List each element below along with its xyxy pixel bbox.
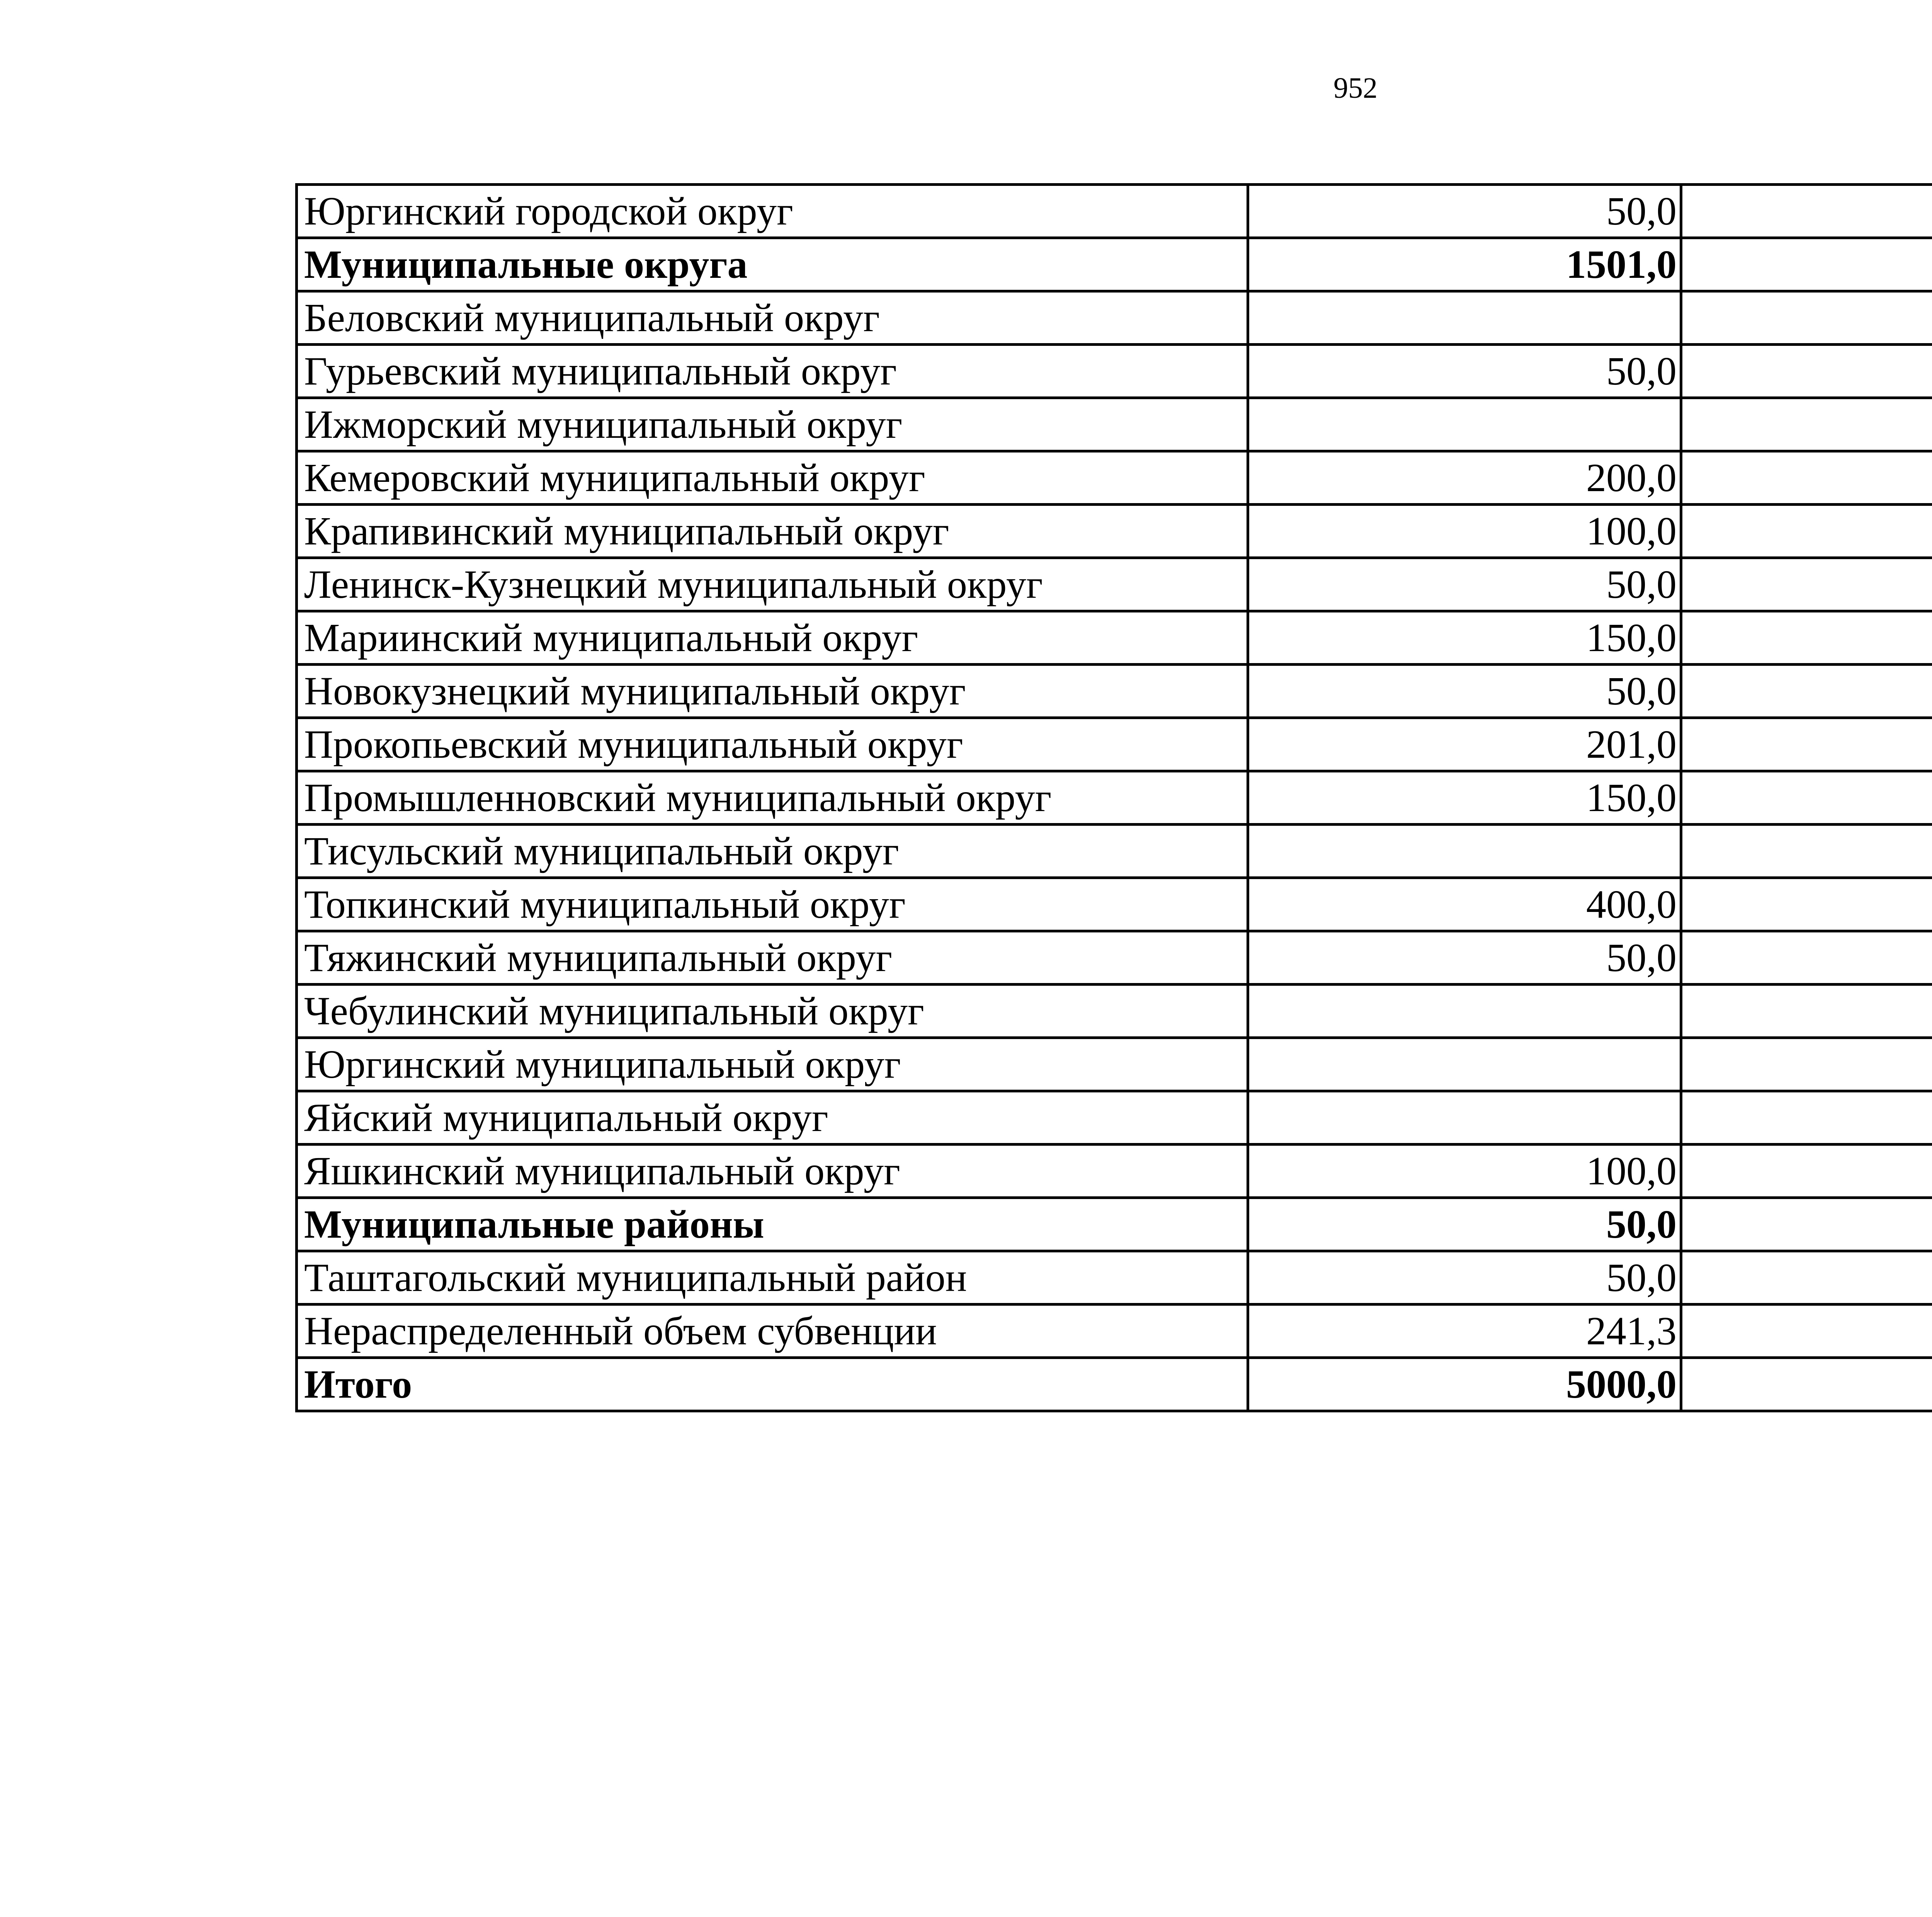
table-row-total: [297, 238, 1932, 291]
row-value-2-cell: [1681, 238, 1932, 291]
row-value-2-cell: [1681, 771, 1932, 825]
table-row: [297, 718, 1932, 771]
row-value-2-cell: [1681, 1358, 1932, 1411]
row-value-1-cell: [1248, 985, 1681, 1038]
row-value-1-cell: 50,0: [1248, 185, 1681, 238]
table-row: [297, 878, 1932, 931]
row-value-2-cell: [1681, 451, 1932, 505]
row-value-1-cell: 100,0: [1248, 505, 1681, 558]
row-name-cell: Крапивинский муниципальный округ: [297, 505, 1248, 558]
table-row: [297, 558, 1932, 611]
table-row: [297, 825, 1932, 878]
table-row: [297, 1251, 1932, 1305]
row-name-cell: Топкинский муниципальный округ: [297, 878, 1248, 931]
row-value-2-cell: [1681, 611, 1932, 665]
row-name-cell: Мариинский муниципальный округ: [297, 611, 1248, 665]
row-name-cell: Ленинск-Кузнецкий муниципальный округ: [297, 558, 1248, 611]
row-value-2-cell: [1681, 665, 1932, 718]
row-value-2-cell: [1681, 1251, 1932, 1305]
row-name-cell: Прокопьевский муниципальный округ: [297, 718, 1248, 771]
row-value-1-cell: 1501,0: [1248, 238, 1681, 291]
row-value-2-cell: [1681, 878, 1932, 931]
row-value-1-cell: [1248, 1038, 1681, 1091]
table-row: [297, 398, 1932, 451]
table-row: [297, 1305, 1932, 1358]
row-name-cell: Таштагольский муниципальный район: [297, 1251, 1248, 1305]
row-value-1-cell: 150,0: [1248, 611, 1681, 665]
row-name-cell: Муниципальные округа: [297, 238, 1248, 291]
row-value-1-cell: 200,0: [1248, 451, 1681, 505]
row-name-cell: Юргинский городской округ: [297, 185, 1248, 238]
budget-table: [295, 183, 1932, 1412]
row-value-2-cell: [1681, 1305, 1932, 1358]
row-name-cell: Гурьевский муниципальный округ: [297, 345, 1248, 398]
row-name-cell: Яйский муниципальный округ: [297, 1091, 1248, 1145]
table-row: [297, 345, 1932, 398]
row-value-2-cell: [1681, 558, 1932, 611]
budget-table-body: [297, 185, 1932, 1411]
row-name-cell: Тяжинский муниципальный округ: [297, 931, 1248, 985]
table-row: [297, 1091, 1932, 1145]
row-value-2-cell: [1681, 398, 1932, 451]
row-value-2-cell: [1681, 345, 1932, 398]
row-name-cell: Кемеровский муниципальный округ: [297, 451, 1248, 505]
row-name-cell: Муниципальные районы: [297, 1198, 1248, 1251]
table-row: [297, 291, 1932, 345]
table-row: [297, 451, 1932, 505]
row-value-2-cell: [1681, 505, 1932, 558]
row-name-cell: Нераспределенный объем субвенции: [297, 1305, 1248, 1358]
row-value-1-cell: 50,0: [1248, 665, 1681, 718]
row-value-1-cell: 400,0: [1248, 878, 1681, 931]
row-value-2-cell: [1681, 1091, 1932, 1145]
table-row: [297, 611, 1932, 665]
table-row: [297, 931, 1932, 985]
row-name-cell: Ижморский муниципальный округ: [297, 398, 1248, 451]
row-value-2-cell: [1681, 1198, 1932, 1251]
row-value-1-cell: 50,0: [1248, 345, 1681, 398]
row-value-2-cell: [1681, 985, 1932, 1038]
row-value-2-cell: [1681, 825, 1932, 878]
page-number: 952: [1333, 72, 1378, 104]
row-name-cell: Тисульский муниципальный округ: [297, 825, 1248, 878]
row-value-2-cell: [1681, 1145, 1932, 1198]
row-name-cell: Юргинский муниципальный округ: [297, 1038, 1248, 1091]
row-value-1-cell: 50,0: [1248, 931, 1681, 985]
table-row: [297, 1145, 1932, 1198]
table-row: [297, 985, 1932, 1038]
row-value-1-cell: 150,0: [1248, 771, 1681, 825]
row-value-1-cell: [1248, 291, 1681, 345]
row-value-1-cell: 241,3: [1248, 1305, 1681, 1358]
table-row: [297, 665, 1932, 718]
row-value-1-cell: 100,0: [1248, 1145, 1681, 1198]
row-value-1-cell: 50,0: [1248, 558, 1681, 611]
row-name-cell: Чебулинский муниципальный округ: [297, 985, 1248, 1038]
row-value-2-cell: [1681, 931, 1932, 985]
row-value-1-cell: [1248, 825, 1681, 878]
row-value-1-cell: 50,0: [1248, 1198, 1681, 1251]
row-value-1-cell: 50,0: [1248, 1251, 1681, 1305]
row-value-1-cell: [1248, 398, 1681, 451]
row-value-2-cell: [1681, 718, 1932, 771]
row-value-2-cell: [1681, 185, 1932, 238]
row-value-1-cell: 5000,0: [1248, 1358, 1681, 1411]
table-row: [297, 505, 1932, 558]
table-row-total: [297, 1358, 1932, 1411]
table-row: [297, 185, 1932, 238]
table-row: [297, 1038, 1932, 1091]
row-value-2-cell: [1681, 1038, 1932, 1091]
table-row-total: [297, 1198, 1932, 1251]
row-value-1-cell: [1248, 1091, 1681, 1145]
row-value-1-cell: 201,0: [1248, 718, 1681, 771]
row-name-cell: Итого: [297, 1358, 1248, 1411]
row-name-cell: Промышленновский муниципальный округ: [297, 771, 1248, 825]
row-name-cell: Новокузнецкий муниципальный округ: [297, 665, 1248, 718]
row-name-cell: Яшкинский муниципальный округ: [297, 1145, 1248, 1198]
row-name-cell: Беловский муниципальный округ: [297, 291, 1248, 345]
row-value-2-cell: [1681, 291, 1932, 345]
table-row: [297, 771, 1932, 825]
